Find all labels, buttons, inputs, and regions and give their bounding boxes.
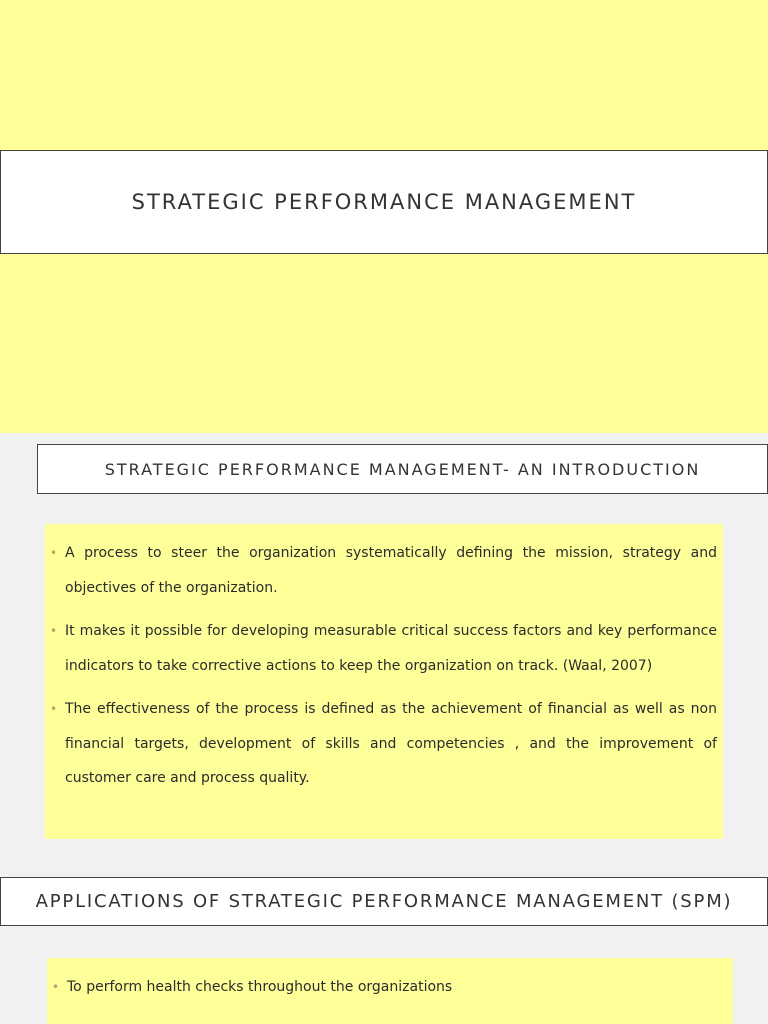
- intro-bullet-text: A process to steer the organization systematically defining the mission, strategy and objectives of the organization.: [65, 545, 717, 596]
- intro-header-box: [37, 444, 768, 494]
- intro-bullet-text: It makes it possible for developing measurable critical success factors and key performance indicators to take corrective actions to keep the organization on track. (Waal, 2007): [65, 623, 717, 674]
- bullet-icon: •: [50, 702, 58, 716]
- applications-bullet-list: [47, 958, 733, 1005]
- slide-title: STRATEGIC PERFORMANCE MANAGEMENT: [131, 190, 637, 214]
- intro-bullet-list: [45, 524, 723, 796]
- intro-bullet-text: The effectiveness of the process is defined as the achievement of financial as well as non financial targets, development of skills and competencies , and the improvement of customer care and process quality.: [65, 701, 717, 786]
- applications-bullet-item: [52, 970, 727, 1005]
- applications-bullet-text: To perform health checks throughout the organizations: [67, 979, 453, 995]
- intro-bullet-item: [50, 614, 717, 683]
- intro-bullet-item: [50, 536, 717, 605]
- applications-header-box: [0, 877, 768, 926]
- applications-heading: APPLICATIONS OF STRATEGIC PERFORMANCE MANAGEMENT (SPM): [35, 891, 733, 912]
- bullet-icon: •: [50, 624, 58, 638]
- bullet-icon: •: [52, 980, 60, 994]
- intro-bullet-item: [50, 692, 717, 796]
- bullet-icon: •: [50, 546, 58, 560]
- intro-heading: STRATEGIC PERFORMANCE MANAGEMENT- AN INTRODUCTION: [104, 459, 701, 479]
- intro-bullet-box: [45, 524, 723, 839]
- title-slide: [0, 0, 768, 433]
- applications-bullet-box: [47, 958, 733, 1024]
- title-box: [0, 150, 768, 254]
